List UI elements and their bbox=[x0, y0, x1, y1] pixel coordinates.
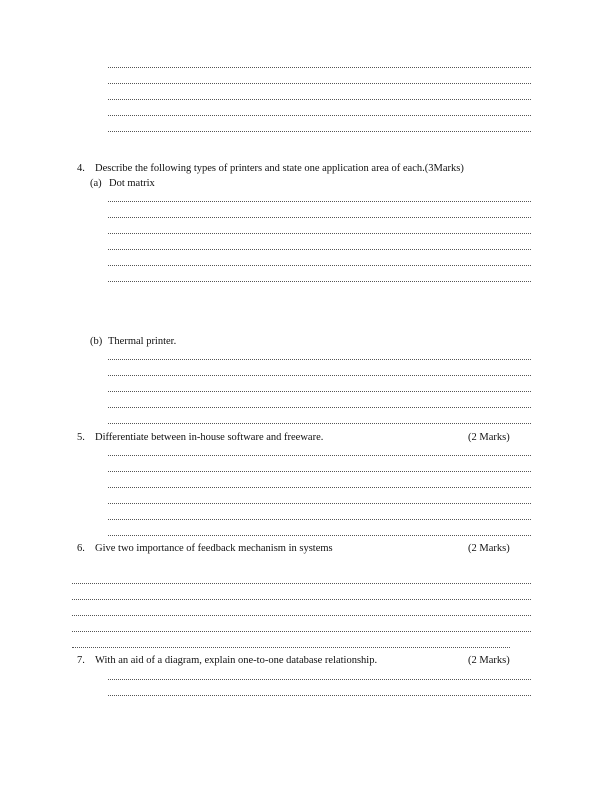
answer-line bbox=[108, 359, 531, 360]
answer-line bbox=[108, 375, 531, 376]
question-text: Differentiate between in-house software and freeware. bbox=[95, 432, 324, 443]
answer-line bbox=[108, 679, 531, 680]
question-number: 6. bbox=[77, 543, 85, 554]
answer-line bbox=[108, 535, 531, 536]
marks: (2 Marks) bbox=[468, 432, 510, 443]
part-label: (a) bbox=[90, 178, 102, 189]
answer-line bbox=[108, 423, 531, 424]
answer-line bbox=[108, 115, 531, 116]
answer-line bbox=[72, 599, 531, 600]
answer-line bbox=[72, 615, 531, 616]
part-text: Dot matrix bbox=[109, 178, 155, 189]
part-text: Thermal printer. bbox=[108, 336, 177, 347]
answer-line bbox=[72, 583, 531, 584]
answer-line bbox=[108, 695, 531, 696]
answer-line bbox=[108, 487, 531, 488]
answer-line bbox=[108, 407, 531, 408]
answer-line bbox=[108, 217, 531, 218]
question-number: 5. bbox=[77, 432, 85, 443]
answer-line bbox=[108, 281, 531, 282]
answer-line bbox=[108, 503, 531, 504]
answer-line bbox=[108, 519, 531, 520]
answer-line bbox=[108, 67, 531, 68]
answer-line bbox=[108, 233, 531, 234]
marks: (2 Marks) bbox=[468, 655, 510, 666]
answer-line bbox=[108, 265, 531, 266]
answer-line bbox=[108, 391, 531, 392]
answer-line bbox=[108, 201, 531, 202]
answer-line bbox=[108, 455, 531, 456]
marks: (2 Marks) bbox=[468, 543, 510, 554]
question-text: With an aid of a diagram, explain one-to-one database relationship. bbox=[95, 655, 378, 666]
question-number: 4. bbox=[77, 163, 85, 174]
answer-line bbox=[108, 99, 531, 100]
answer-line bbox=[108, 471, 531, 472]
question-text: Give two importance of feedback mechanism in systems bbox=[95, 543, 333, 554]
answer-line bbox=[108, 83, 531, 84]
question-text: Describe the following types of printers and state one application area of each.(3Marks) bbox=[95, 163, 464, 174]
answer-line bbox=[108, 131, 531, 132]
answer-line bbox=[72, 631, 531, 632]
answer-line bbox=[72, 647, 510, 648]
part-label: (b) bbox=[90, 336, 103, 347]
question-number: 7. bbox=[77, 655, 85, 666]
answer-line bbox=[108, 249, 531, 250]
